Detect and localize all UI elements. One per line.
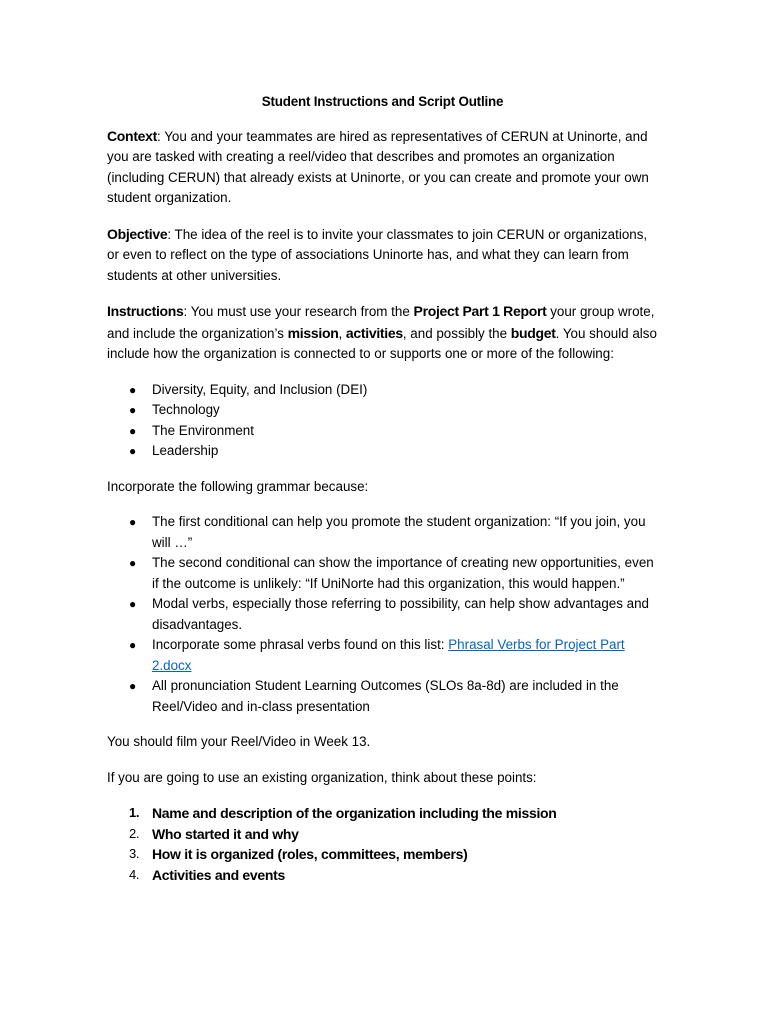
objective-label: Objective bbox=[107, 225, 168, 242]
context-text: : You and your teammates are hired as representatives of CERUN at Uninorte, and you are tasked with creating a reel/video that describes and promotes an organization (including CERUN) that already exists at Uninorte, or you can create and promote your own student organization. bbox=[107, 128, 649, 205]
existing-intro: If you are going to use an existing organization, think about these points: bbox=[107, 769, 537, 785]
bullet-icon: ● bbox=[129, 597, 137, 611]
emphasis-activities: activities bbox=[345, 324, 403, 341]
instructions-text: . You should also include how the organization is connected to or supports one or more of the following: bbox=[107, 325, 657, 361]
emphasis-budget: budget bbox=[510, 324, 556, 341]
grammar-text: The first conditional can help you promote the student organization: “If you join, you will …” bbox=[152, 514, 646, 550]
list-item bbox=[107, 635, 658, 676]
point-text: Activities and events bbox=[152, 866, 285, 883]
topic-text: Leadership bbox=[152, 443, 219, 458]
grammar-list bbox=[107, 512, 658, 717]
grammar-text: All pronunciation Student Learning Outcomes (SLOs 8a-8d) are included in the Reel/Video and in-class presentation bbox=[152, 678, 619, 714]
list-item bbox=[107, 865, 658, 886]
context-paragraph bbox=[107, 126, 658, 209]
grammar-intro: Incorporate the following grammar because: bbox=[107, 478, 369, 494]
objective-text: : The idea of the reel is to invite your classmates to join CERUN or organizations, or even to reflect on the type of associations Uninorte has, and what they can learn from students at other universities. bbox=[107, 226, 648, 283]
film-note: You should film your Reel/Video in Week 13. bbox=[107, 734, 371, 749]
instructions-text: , and possibly the bbox=[402, 325, 511, 341]
list-item bbox=[107, 824, 658, 845]
list-item bbox=[107, 421, 658, 442]
instructions-text: your group wrote, and include the organization’s bbox=[107, 304, 655, 341]
list-item bbox=[107, 844, 658, 865]
bullet-icon: ● bbox=[129, 638, 137, 652]
grammar-text: Incorporate some phrasal verbs found on this list: bbox=[152, 637, 449, 652]
list-item bbox=[107, 553, 658, 594]
bullet-icon: ● bbox=[129, 556, 137, 570]
topics-list bbox=[107, 380, 658, 462]
bullet-icon: ● bbox=[129, 679, 137, 693]
topic-text: Technology bbox=[152, 402, 220, 417]
emphasis-report: Project Part 1 Report bbox=[413, 303, 547, 319]
list-item bbox=[107, 400, 658, 421]
point-text: Who started it and why bbox=[152, 825, 299, 842]
points-list bbox=[107, 803, 658, 885]
list-item bbox=[107, 676, 658, 717]
list-item bbox=[107, 512, 658, 553]
page-title: Student Instructions and Script Outline bbox=[261, 94, 504, 109]
bullet-icon: ● bbox=[129, 423, 137, 438]
list-item bbox=[107, 803, 658, 824]
grammar-text: Modal verbs, especially those referring to possibility, can help show advantages and disadvantages. bbox=[152, 596, 649, 632]
bullet-icon: ● bbox=[129, 444, 137, 458]
point-text: Name and description of the organization including the mission bbox=[152, 805, 557, 821]
instructions-label: Instructions bbox=[107, 303, 184, 319]
phrasal-verbs-link[interactable]: Phrasal Verbs for Project Part 2.docx bbox=[152, 637, 625, 673]
list-item bbox=[107, 594, 658, 635]
bullet-icon: ● bbox=[129, 515, 137, 529]
bullet-icon: ● bbox=[129, 403, 137, 417]
objective-paragraph bbox=[107, 224, 658, 287]
instructions-text: , bbox=[338, 325, 346, 341]
grammar-text: The second conditional can show the importance of creating new opportunities, even if the outcome is unlikely: “If UniNorte had this organization, this would happen.” bbox=[152, 555, 654, 591]
topic-text: Diversity, Equity, and Inclusion (DEI) bbox=[152, 381, 368, 397]
list-number: 3. bbox=[129, 846, 140, 861]
emphasis-mission: mission bbox=[287, 324, 339, 341]
list-number: 1. bbox=[129, 805, 140, 820]
instructions-text: : You must use your research from the bbox=[183, 304, 414, 319]
topic-text: The Environment bbox=[152, 422, 254, 438]
list-item bbox=[107, 441, 658, 462]
bullet-icon: ● bbox=[129, 382, 137, 397]
point-text: How it is organized (roles, committees, members) bbox=[152, 846, 468, 862]
list-number: 2. bbox=[129, 825, 140, 841]
instructions-paragraph bbox=[107, 301, 658, 365]
list-item bbox=[107, 380, 658, 401]
context-label: Context bbox=[107, 127, 158, 144]
list-number: 4. bbox=[129, 866, 140, 882]
